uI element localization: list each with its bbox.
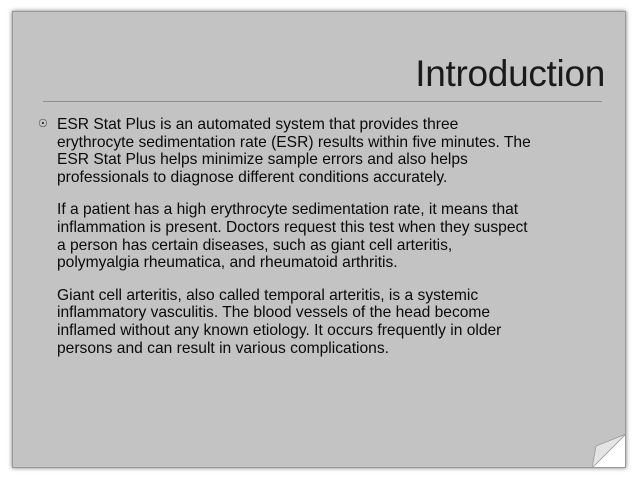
page-curl-corner [592,434,626,468]
paragraph-3 [57,287,609,357]
paragraph-1 [38,116,609,186]
slide-body [38,116,609,372]
slide [12,11,626,468]
sun-bullet-icon: ☉ [38,118,48,130]
slide-title: Introduction [415,53,605,94]
paragraph-2 [57,201,609,271]
paragraph-2-text: If a patient has a high erythrocyte sedimentation rate, it means that inflammation is present. Doctors request this test when they suspect a person has certain diseases, such as giant cell arteritis, polymyalgia rheumatica, and rheumatoid arthritis. [57,201,528,272]
paragraph-1-text: ESR Stat Plus is an automated system that provides three erythrocyte sedimentation rate (ESR) results within five minutes. The ESR Stat Plus helps minimize sample errors and also helps professionals to diagnose different conditions accurately. [57,116,531,186]
title-divider [43,101,602,102]
paragraph-3-text: Giant cell arteritis, also called temporal arteritis, is a systemic inflammatory vasculitis. The blood vessels of the head become inflamed without any known etiology. It occurs frequently in older persons and can result in various complications. [57,286,502,357]
